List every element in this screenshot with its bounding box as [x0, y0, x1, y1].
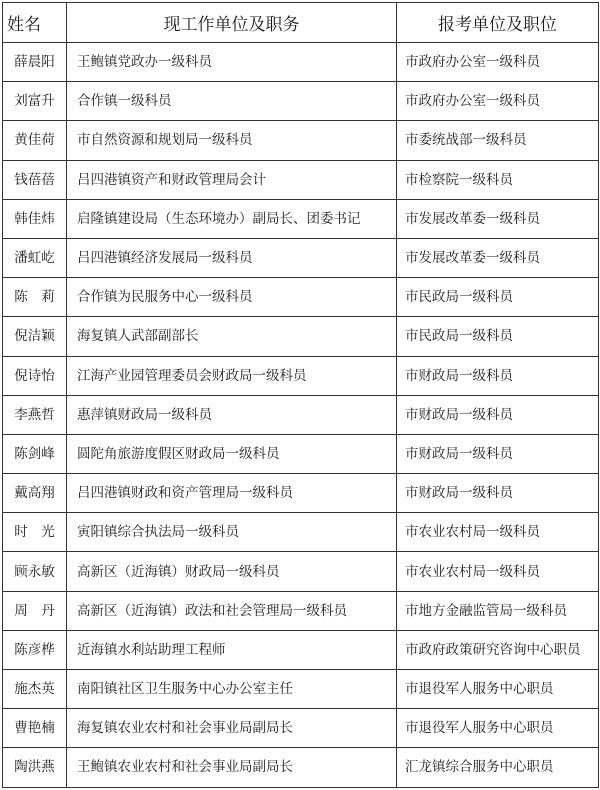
current-position-cell: 吕四港镇财政和资产管理局一级科员 — [67, 474, 397, 513]
applied-position-cell: 市政府办公室一级科员 — [397, 82, 599, 121]
applied-position-cell: 市发展改革委一级科员 — [397, 199, 599, 238]
name-cell: 倪洁颖 — [3, 317, 67, 356]
table-row — [3, 278, 599, 317]
table-row — [3, 160, 599, 199]
applied-position-cell: 市退役军人服务中心职员 — [397, 709, 599, 748]
table-row — [3, 199, 599, 238]
applied-position-cell: 市政府政策研究咨询中心职员 — [397, 630, 599, 669]
table-row — [3, 591, 599, 630]
current-position-cell: 惠萍镇财政局一级科员 — [67, 395, 397, 434]
name-cell: 陈剑峰 — [3, 434, 67, 473]
current-position-cell: 海复镇农业农村和社会事业局副局长 — [67, 709, 397, 748]
current-position-cell: 南阳镇社区卫生服务中心办公室主任 — [67, 670, 397, 709]
applied-position-cell: 市检察院一级科员 — [397, 160, 599, 199]
name-cell: 陈 莉 — [3, 278, 67, 317]
table-row — [3, 121, 599, 160]
applied-position-cell: 市委统战部一级科员 — [397, 121, 599, 160]
applied-position-cell: 市地方金融监管局一级科员 — [397, 591, 599, 630]
applied-position-cell: 市政府办公室一级科员 — [397, 43, 599, 82]
table-row — [3, 317, 599, 356]
name-cell: 钱蓓蓓 — [3, 160, 67, 199]
name-cell: 李燕哲 — [3, 395, 67, 434]
current-position-cell: 吕四港镇经济发展局一级科员 — [67, 238, 397, 277]
current-position-cell: 合作镇为民服务中心一级科员 — [67, 278, 397, 317]
name-cell: 时 光 — [3, 513, 67, 552]
current-position-cell: 江海产业园管理委员会财政局一级科员 — [67, 356, 397, 395]
table-row — [3, 748, 599, 787]
table-row — [3, 82, 599, 121]
current-position-cell: 吕四港镇资产和财政管理局会计 — [67, 160, 397, 199]
applied-position-cell: 市财政局一级科员 — [397, 434, 599, 473]
current-position-cell: 近海镇水利站助理工程师 — [67, 630, 397, 669]
table-row — [3, 474, 599, 513]
applied-position-cell: 市民政局一级科员 — [397, 317, 599, 356]
current-position-cell: 合作镇一级科员 — [67, 82, 397, 121]
name-cell: 陈彦桦 — [3, 630, 67, 669]
table-row — [3, 670, 599, 709]
current-position-cell: 圆陀角旅游度假区财政局一级科员 — [67, 434, 397, 473]
name-cell: 周 丹 — [3, 591, 67, 630]
applied-position-cell: 市发展改革委一级科员 — [397, 238, 599, 277]
name-cell: 曹艳楠 — [3, 709, 67, 748]
current-position-cell: 海复镇人武部副部长 — [67, 317, 397, 356]
name-cell: 倪诗怡 — [3, 356, 67, 395]
personnel-table — [2, 2, 599, 788]
current-position-cell: 市自然资源和规划局一级科员 — [67, 121, 397, 160]
table-row — [3, 395, 599, 434]
current-position-cell: 寅阳镇综合执法局一级科员 — [67, 513, 397, 552]
table-row — [3, 513, 599, 552]
applied-position-cell: 市财政局一级科员 — [397, 356, 599, 395]
current-position-cell: 高新区（近海镇）政法和社会管理局一级科员 — [67, 591, 397, 630]
table-row — [3, 552, 599, 591]
current-position-cell: 王鲍镇农业农村和社会事业局副局长 — [67, 748, 397, 787]
table-row — [3, 43, 599, 82]
name-cell: 施杰英 — [3, 670, 67, 709]
current-position-cell: 启隆镇建设局（生态环境办）副局长、团委书记 — [67, 199, 397, 238]
table-row — [3, 434, 599, 473]
name-cell: 刘富升 — [3, 82, 67, 121]
table-body — [3, 43, 599, 788]
table-row — [3, 630, 599, 669]
name-cell: 戴高翔 — [3, 474, 67, 513]
name-cell: 韩佳炜 — [3, 199, 67, 238]
applied-position-cell: 市农业农村局一级科员 — [397, 513, 599, 552]
header-name: 姓名 — [3, 3, 67, 43]
header-row — [3, 3, 599, 43]
applied-position-cell: 市民政局一级科员 — [397, 278, 599, 317]
applied-position-cell: 市财政局一级科员 — [397, 395, 599, 434]
table-header — [3, 3, 599, 43]
name-cell: 陶洪燕 — [3, 748, 67, 787]
table-row — [3, 709, 599, 748]
applied-position-cell: 汇龙镇综合服务中心职员 — [397, 748, 599, 787]
header-current-position: 现工作单位及职务 — [67, 3, 397, 43]
current-position-cell: 高新区（近海镇）财政局一级科员 — [67, 552, 397, 591]
header-applied-position: 报考单位及职位 — [397, 3, 599, 43]
current-position-cell: 王鲍镇党政办一级科员 — [67, 43, 397, 82]
name-cell: 顾永敏 — [3, 552, 67, 591]
table-row — [3, 238, 599, 277]
name-cell: 潘虹屹 — [3, 238, 67, 277]
applied-position-cell: 市退役军人服务中心职员 — [397, 670, 599, 709]
applied-position-cell: 市财政局一级科员 — [397, 474, 599, 513]
table-row — [3, 356, 599, 395]
name-cell: 黄佳荷 — [3, 121, 67, 160]
applied-position-cell: 市农业农村局一级科员 — [397, 552, 599, 591]
name-cell: 薛晨阳 — [3, 43, 67, 82]
